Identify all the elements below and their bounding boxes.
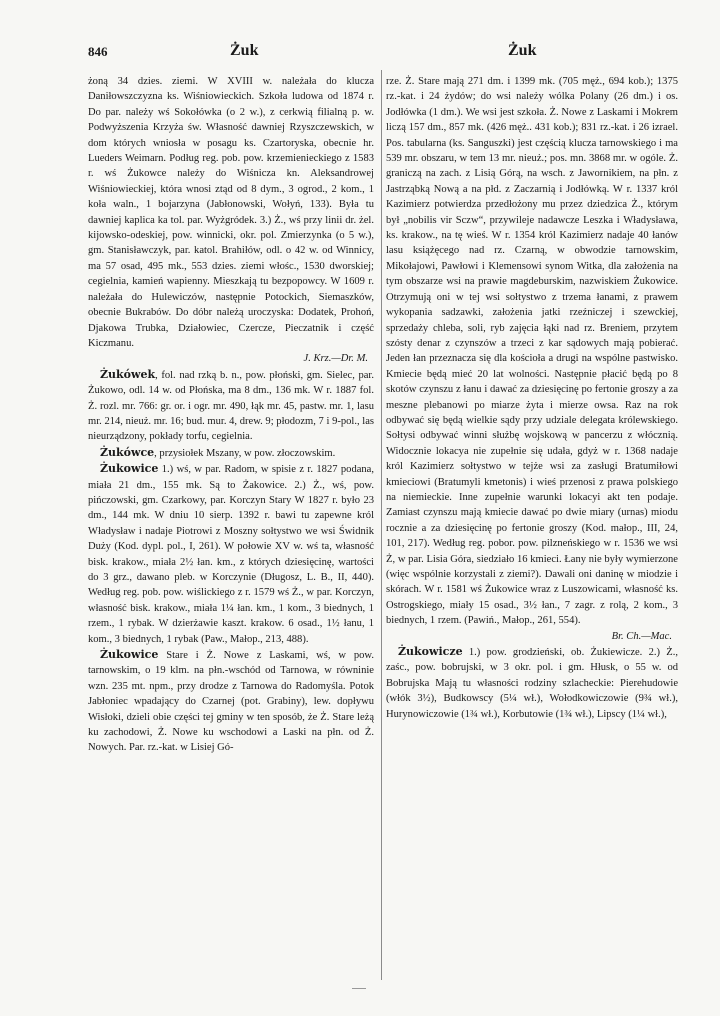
entry-zukowce: [88, 445, 374, 461]
entry-zukowice-stare: [88, 647, 374, 756]
left-column: [88, 74, 374, 974]
entry-headword: Żukówek: [100, 367, 156, 381]
column-divider: [381, 70, 382, 980]
entry-headword: Żukowice: [100, 648, 159, 662]
entry-headword: Żukowicze: [398, 645, 463, 659]
entry-body: , fol. nad rzką b. n., pow. płoński, gm. Sielec, par. Żukowo, odl. 14 w. od Płońska, ma 8 dm., 136 mk. W r. 1887 fol. Ż. rozl. mr. 766: gr. or. i ogr. mr. 490, łąk mr. 45, pastw. mr. 1, lasu mr. 214, nieuż. mr. 16; bud. mur. 4, drew. 9; płodozm, 7 i 9-pol., las nieurządzony, pokłady torfu, cegielnia.: [88, 369, 374, 443]
author-signature: J. Krz.—Dr. M.: [303, 353, 368, 365]
entry-zukowice: [88, 461, 374, 647]
entry-zukowek: [88, 367, 374, 445]
entry-headword: Żukowice: [100, 462, 159, 476]
entry-body: , przysiołek Mszany, w pow. złoczowskim.: [154, 447, 336, 459]
running-headword-right: Żuk: [508, 42, 537, 59]
entry-zukowicze: [386, 644, 678, 722]
entry-body: 1.) pow. grodzieński, ob. Żukiewicze. 2.) Ż., zaśc., pow. bobrujski, w 3 okr. pol. i gm. Hłusk, o 55 w. od Bobrujska Mają tu własności rodziny szlacheckie: Pierehudowie (włók 3½), Budkowscy (5¼ wł.), Wołodkowiczowie (9¾ wł.), Hurynowiczowie (1¾ wł.), Korbutowie (1¾ wł.), Lipscy (1¼ wł.),: [386, 647, 678, 720]
entry-body: 1.) wś, w par. Radom, w spisie z r. 1827 podana, miała 21 dm., 155 mk. Są to Żakowice. 2.) Ż., wś, pow. pińczowski, gm. Czarkowy, par. Korczyn Stary W 1827 r. było 23 dm., 144 mk. W dniu 10 sierp. 1392 r. bawi tu zapewne król Władysław i nadaje Piotrowi z Moszny sołtystwo we wsi Świdnik Duży (Kod. dypl. pol., I, 261). W połowie XV w. wś ta, własność bisk. krakow., miała 2½ łan. km., z których dziesięcinę, wartości do 3 grz., dawano pleb. w Korczynie (Długosz, L. B., II, 440). Według reg. pob. pow. wiślickiego z r. 1579 wś Ż., w par. Korczyn, własność bisk. krakow., miała 1¼ łan. km., 1 kom., 3 biednych, 1 rzem., 1 rybak. W dzierżawie kaszt. krakow. 6 osad., 1½ łanu, 1 kom., 3 biednych, 1 rybak (Paw., Małop., 213, 488).: [88, 464, 374, 645]
paragraph-continued: żoną 34 dzies. ziemi. W XVIII w. należała do klucza Daniłowszczyzna ks. Wiśniowieckich. Szkoła ludowa od 1874 r. Do par. należy wś Sokołówka (o 2 w.), z cerkwią filialną p. w. Podwyższenia Krzyża św. Własność dawniej Rzyszczewskich, w dom których wniosła w posagu ks. Czartoryska, obecnie hr. Lueders Weimarn. Podług reg. pob. pow. krzemienieckiego z 1583 r. wś Żukowce należy do Wiśnicza kn. Aleksandrowej Wiśniowieckiej, która wnosi ztąd od 8 dym., 3 ogrod., 2 kom., 1 koła waln., 1 bojarzyna (Jabłonowski, Wołyń, 133). Była tu dawniej kaplica ka tol. par. Wyżgródek. 3.) Ż., wś przy linii dr. żel. kijowsko-odeskiej, pow. winnicki, okr. pol. Zmierzynka (o 5 w.), gm. Stanisławczyk, par. katol. Brahiłów, odl. o 42 w. od Winnicy, ma 57 osad, 495 mk., 553 dzies. ziemi włośc., 1530 dworskiej; cegielnia, kamień wapienny. Mieszkają tu bezpopowcy. W 1609 r. należała do Hulewiczów, następnie Potockich, Siemaszków, obecnie Bukrabów. Do dóbr należą uroczyska: Dodatek, Prohoń, Djakowa Trubka, Działowiec, Czercze, Pieczatnik i część Kiczmanu.: [88, 76, 374, 349]
entry-headword: Żukówce: [100, 445, 155, 459]
page-bottom-mark: [352, 988, 366, 995]
paragraph-continued: rze. Ż. Stare mają 271 dm. i 1399 mk. (705 męż., 694 kob.); 1375 rz.-kat. i 24 żydów; do wsi należy wólka Polany (26 dm.) i os. Jodłówka (1 dm.). We wsi jest szkoła. Ż. Nowe z Laskami i Mokrem liczą 157 dm., 857 mk. (426 męż.. 431 kob.); 831 rz.-kat. i 26 izrael. Pos. tabularna (ks. Sanguszki) jest częścią klucza tarnowskiego i ma 539 mr. obszaru, w tem 13 mr. nieuż.; pos. mn. 3868 mr. w ogóle. Ż. graniczą na zach. z Lisią Górą, na wsch. z Jawornikiem, na płn. z Jastrząbką Nową a na płd. z Zaczarnią i Jodłówką. W r. 1337 król Kazimierz potwierdza przedłożony mu przez dziedzica Ż., którym był „nobilis vir Sczw“, przywileje nadawcze Leszka i Władysława, ks. krakow., na tę wieś. W r. 1354 król Kazimierz nadaje 40 łanów lasu książęcego nad rz. Czarną, w obwodzie tarnowskim, Mikołajowi, Pawłowi i Klemensowi synom Witka, dla założenia na tym obszarze wsi na prawie magdeburskim, nazwiskiem Żukowice. Otrzymują oni w tej wsi sołtystwo z trzema łanami, z prawem wykopania sadzawki, założenia jatki rzeźniczej i szewckiej, sprzedaży chleba, soli, ryb zajęcia łąki nad rz. Breniem, przytem szósty denar z czynszów a trzeci z kar sądowych mają pobierać. Jeden łan przeznacza się dla kościoła a drugi na wspólne pastwisko. Kmiecie będą mieć 20 lat wolności. Następnie płacić będą po 8 skotów czynszu z łanu i dawać za dziesięcinę po fertonie groszy a za meszne plebanowi po miarze żyta i mierze owsa. Raz na rok odbywać się będą wielkie sądy przy udziale delegata królewskiego. Sołtysi odbywać winni służbę wojskową w pancerzu z włócznią. Widocznie lokacya nie zupełnie się udała, gdyż w r. 1368 nadaje król Kazimierz sołtystwo w tejże wsi za zasługi Bratumiłowi kmieciowi (Bratumyli kmetonis) i wieś przenosi z prawa polskiego na niemieckie. Inne zupełnie warunki lokacyi akt ten podaje. Zamiast czynszu mają kmiecie dawać po dwie miary (urnas) miodu rocznie a za dziesięcinę po fertonie groszy (Kod. małop., III, 24, 101, 217). Według reg. pobor. pow. pilzneńskiego w r. 1536 we wsi Ż, w par. Lisia Góra, siedziało 16 kmieci. Łany nie były wymierzone (więc wspólnie korzystali z ziemi?). Dawali oni daninę w miodzie i skórach. W r. 1581 wś Żukowice wraz z Luszowicami, własność ks. Ostrogskiego, miały 15 osad., 3½ łan., 7 zagr. z rolą, 2 kom., 3 biednych, 1 rzem. (Pawiń., Małop., 261, 554).: [386, 76, 678, 627]
page-header: [0, 42, 720, 66]
running-headword-left: Żuk: [230, 42, 259, 59]
page-number: 846: [88, 44, 108, 59]
author-signature: Br. Ch.—Mac.: [611, 630, 672, 642]
entry-body: Stare i Ż. Nowe z Laskami, wś, w pow. tarnowskim, o 19 klm. na płn.-wschód od Tarnowa, w równinie wzn. 235 mt. npm., przy drodze z Tarnowa do Radomyśla. Potok Jabłoniec wpadający do Czarnej (pot. Grabiny), lew. dopływu Wisłoki, dzieli obie części tej gminy w ten sposób, że Ż. Stare leżą ku zachodowi, Ż. Nowe ku wschodowi a Laski na płn. od Ż. Nowych. Par. rz.-kat. w Lisiej Gó-: [88, 650, 374, 754]
right-column: [386, 74, 678, 974]
